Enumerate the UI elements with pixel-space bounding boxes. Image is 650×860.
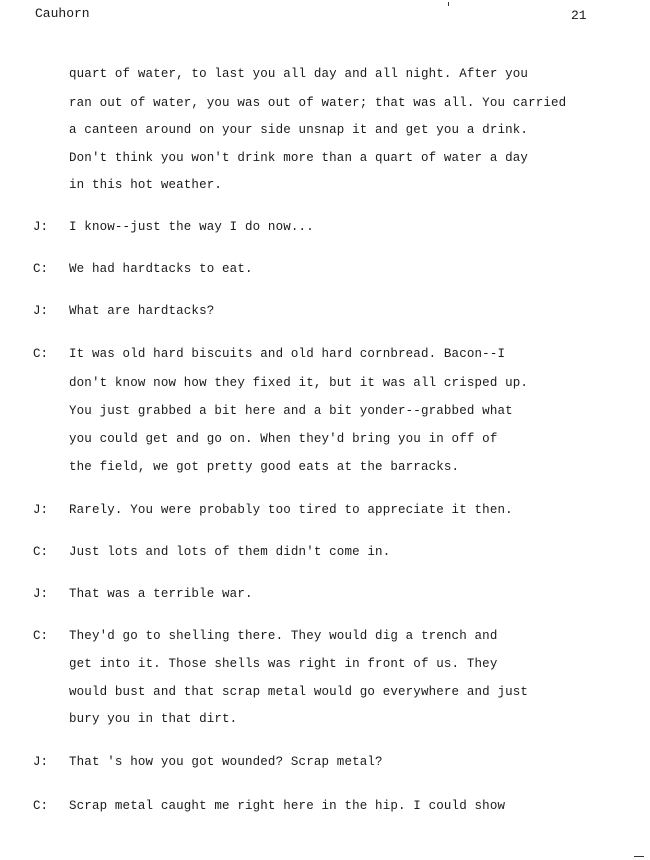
text-line: get into it. Those shells was right in front of us. They [69, 657, 498, 671]
text-line: I know--just the way I do now... [69, 220, 314, 234]
speaker-label: J: [33, 755, 49, 769]
speaker-label: C: [33, 629, 49, 643]
text-line: You just grabbed a bit here and a bit yonder--grabbed what [69, 404, 513, 418]
speaker-label: C: [33, 545, 49, 559]
text-line: ran out of water, you was out of water; that was all. You carried [69, 96, 567, 110]
scan-speck [448, 2, 449, 6]
text-line: What are hardtacks? [69, 304, 215, 318]
text-line: a canteen around on your side unsnap it and get you a drink. [69, 123, 529, 137]
text-line: We had hardtacks to eat. [69, 262, 253, 276]
text-line: Just lots and lots of them didn't come in. [69, 545, 391, 559]
text-line: don't know now how they fixed it, but it was all crisped up. [69, 376, 529, 390]
text-line: That 's how you got wounded? Scrap metal? [69, 755, 383, 769]
speaker-label: C: [33, 799, 49, 813]
speaker-label: J: [33, 503, 49, 517]
text-line: That was a terrible war. [69, 587, 253, 601]
text-line: Don't think you won't drink more than a quart of water a day [69, 151, 529, 165]
text-line: quart of water, to last you all day and all night. After you [69, 67, 529, 81]
page-number: 21 [571, 8, 587, 23]
header-interviewee-name: Cauhorn [35, 6, 90, 21]
text-line: would bust and that scrap metal would go everywhere and just [69, 685, 529, 699]
scan-mark [634, 856, 644, 857]
speaker-label: C: [33, 347, 49, 361]
text-line: Scrap metal caught me right here in the hip. I could show [69, 799, 506, 813]
speaker-label: J: [33, 587, 49, 601]
speaker-label: J: [33, 304, 49, 318]
text-line: the field, we got pretty good eats at the barracks. [69, 460, 460, 474]
text-line: They'd go to shelling there. They would dig a trench and [69, 629, 498, 643]
text-line: Rarely. You were probably too tired to appreciate it then. [69, 503, 513, 517]
text-line: It was old hard biscuits and old hard cornbread. Bacon--I [69, 347, 506, 361]
speaker-label: J: [33, 220, 49, 234]
text-line: you could get and go on. When they'd bring you in off of [69, 432, 498, 446]
text-line: in this hot weather. [69, 178, 223, 192]
text-line: bury you in that dirt. [69, 712, 238, 726]
speaker-label: C: [33, 262, 49, 276]
